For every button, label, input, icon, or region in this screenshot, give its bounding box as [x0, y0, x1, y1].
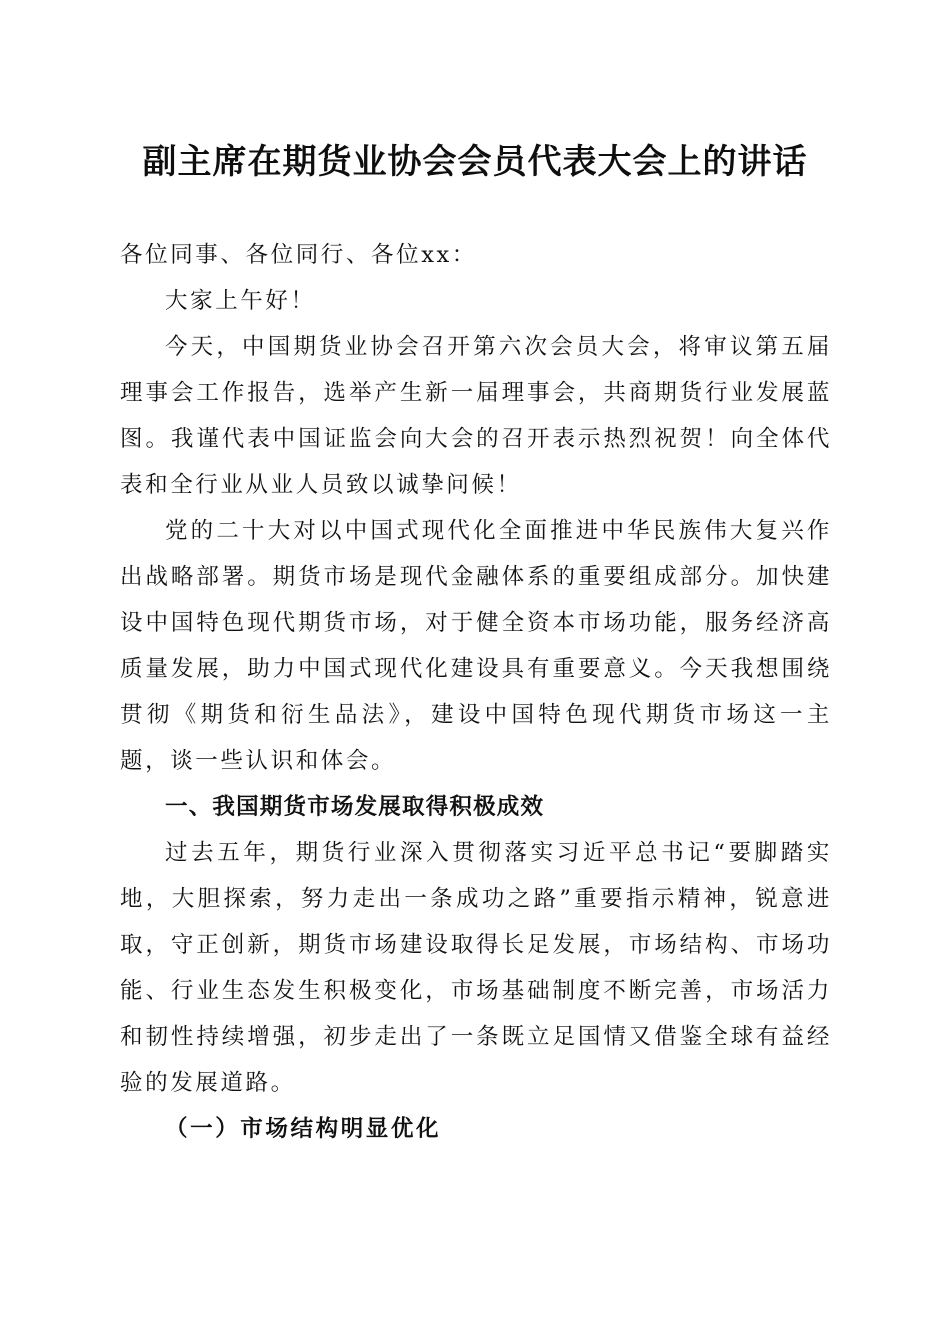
subsection-heading-1: （一）市场结构明显优化: [165, 1116, 442, 1142]
salutation: 各位同事、各位同行、各位xx：: [120, 242, 477, 268]
paragraph-five-years: 过去五年，期货行业深入贯彻落实习近平总书记“要脚踏实地，大胆探索，努力走出一条成功之路”重要指示精神，锐意进取，守正创新，期货市场建设取得长足发展，市场结构、市场功能、行业生态发生积极变化，市场基础制度不断完善，市场活力和韧性持续增强，初步走出了一条既立足国情又借鉴全球有益经验的发展道路。: [120, 840, 832, 1096]
paragraph-party-congress: 党的二十大对以中国式现代化全面推进中华民族伟大复兴作出战略部署。期货市场是现代金融体系的重要组成部分。加快建设中国特色现代期货市场，对于健全资本市场功能，服务经济高质量发展，助力中国式现代化建设具有重要意义。今天我想围绕贯彻《期货和衍生品法》，建设中国特色现代期货市场这一主题，谈一些认识和体会。: [120, 518, 832, 774]
paragraph-opening: 今天，中国期货业协会召开第六次会员大会，将审议第五届理事会工作报告，选举产生新一届理事会，共商期货行业发展蓝图。我谨代表中国证监会向大会的召开表示热烈祝贺！向全体代表和全行业从业人员致以诚挚问候！: [120, 334, 832, 498]
greeting: 大家上午好！: [165, 288, 316, 314]
document-body: [120, 232, 832, 1152]
document-title: 副主席在期货业协会会员代表大会上的讲话: [142, 142, 808, 182]
section-heading-1: 一、我国期货市场发展取得积极成效: [165, 794, 545, 820]
